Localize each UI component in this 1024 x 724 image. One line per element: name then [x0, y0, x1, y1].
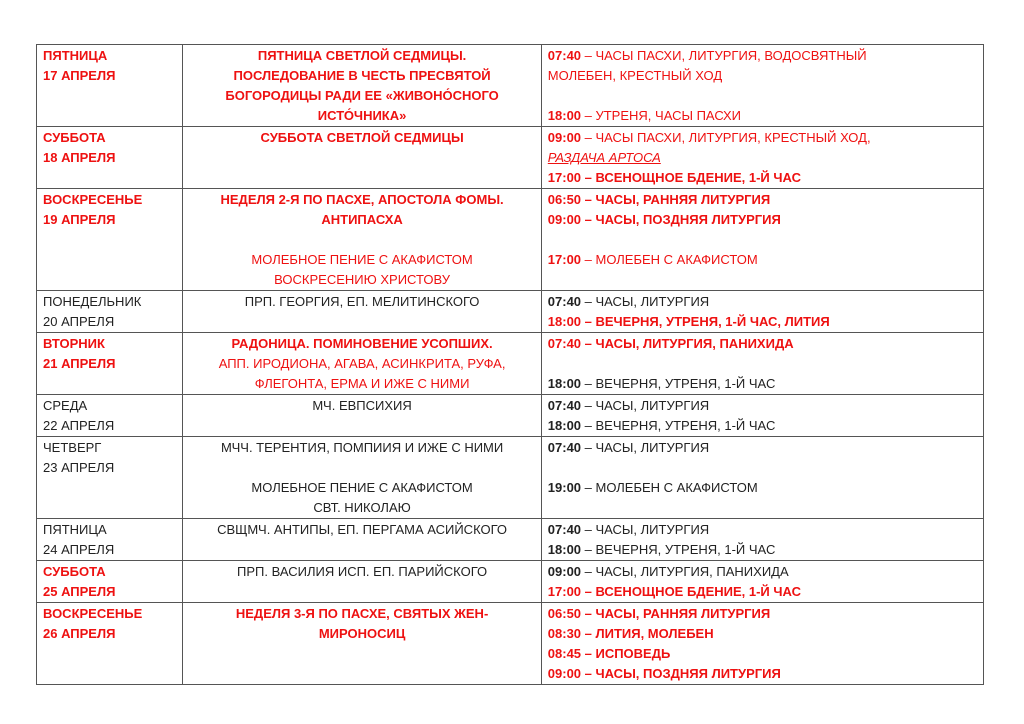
services-cell: [541, 189, 983, 291]
service-line: [548, 312, 977, 332]
feast-line: МОЛЕБНОЕ ПЕНИЕ С АКАФИСТОМ: [251, 480, 473, 495]
service-time: 18:00: [547, 542, 582, 557]
weekday: СРЕДА: [43, 398, 88, 413]
service-text: – ЧАСЫ, ЛИТУРГИЯ: [581, 440, 710, 455]
service-line: [548, 292, 977, 312]
weekday: СУББОТА: [43, 564, 106, 579]
service-line: [548, 210, 977, 230]
feast-line: ПОСЛЕДОВАНИЕ В ЧЕСТЬ ПРЕСВЯТОЙ: [233, 68, 491, 83]
feast-line: СВТ. НИКОЛАЮ: [313, 500, 411, 515]
services-cell: [541, 333, 983, 395]
service-text: – ЧАСЫ, ЛИТУРГИЯ, ПАНИХИДА: [581, 336, 794, 351]
day-cell: [37, 333, 183, 395]
service-text: – ЧАСЫ, ПОЗДНЯЯ ЛИТУРГИЯ: [581, 666, 781, 681]
service-text: – ВЕЧЕРНЯ, УТРЕНЯ, 1-Й ЧАС: [581, 542, 776, 557]
day-cell: [37, 603, 183, 685]
date: 23 АПРЕЛЯ: [43, 460, 115, 475]
service-text: МОЛЕБЕН, КРЕСТНЫЙ ХОД: [547, 68, 723, 83]
service-time: 17:00: [547, 584, 582, 599]
feast-cell: [183, 45, 541, 127]
feast-cell: [183, 189, 541, 291]
service-time: 17:00: [547, 252, 582, 267]
date: 24 АПРЕЛЯ: [43, 542, 115, 557]
service-text: – УТРЕНЯ, ЧАСЫ ПАСХИ: [581, 108, 741, 123]
service-text: – ВСЕНОЩНОЕ БДЕНИЕ, 1-Й ЧАС: [581, 584, 801, 599]
table-row: [37, 437, 984, 519]
table-row: [37, 603, 984, 685]
services-cell: [541, 395, 983, 437]
service-line: [548, 354, 977, 374]
feast-cell: [183, 395, 541, 437]
feast-line: БОГОРОДИЦЫ РАДИ ЕЕ «ЖИВОНО́СНОГО: [225, 88, 499, 103]
service-line: [548, 66, 977, 86]
service-text: РАЗДАЧА АРТОСА: [547, 150, 661, 165]
weekday: СУББОТА: [43, 130, 106, 145]
service-line: [548, 624, 977, 644]
service-time: 18:00: [547, 376, 582, 391]
table-row: [37, 333, 984, 395]
feast-line: ПРП. ГЕОРГИЯ, ЕП. МЕЛИТИНСКОГО: [244, 294, 480, 309]
service-line: [548, 148, 977, 168]
service-time: 18:00: [547, 108, 582, 123]
service-line: [548, 230, 977, 250]
service-text: – ЧАСЫ ПАСХИ, ЛИТУРГИЯ, ВОДОСВЯТНЫЙ: [581, 48, 867, 63]
feast-cell: [183, 603, 541, 685]
service-time: 08:30: [547, 626, 582, 641]
service-text: – ВЕЧЕРНЯ, УТРЕНЯ, 1-Й ЧАС: [581, 376, 776, 391]
service-line: [548, 416, 977, 436]
table-row: [37, 395, 984, 437]
services-cell: [541, 603, 983, 685]
feast-line: МЧ. ЕВПСИХИЯ: [312, 398, 412, 413]
services-cell: [541, 437, 983, 519]
feast-line: АНТИПАСХА: [321, 212, 403, 227]
services-cell: [541, 127, 983, 189]
table-row: [37, 45, 984, 127]
service-time: 07:40: [547, 522, 582, 537]
service-time: 06:50: [547, 606, 582, 621]
service-text: – ЧАСЫ, ПОЗДНЯЯ ЛИТУРГИЯ: [581, 212, 781, 227]
day-cell: [37, 127, 183, 189]
weekday: ВОСКРЕСЕНЬЕ: [43, 606, 143, 621]
feast-line: РАДОНИЦА. ПОМИНОВЕНИЕ УСОПШИХ.: [231, 336, 493, 351]
feast-cell: [183, 561, 541, 603]
day-cell: [37, 45, 183, 127]
service-text: – ЧАСЫ, ЛИТУРГИЯ: [581, 294, 710, 309]
service-time: 17:00: [547, 170, 582, 185]
day-cell: [37, 291, 183, 333]
day-cell: [37, 561, 183, 603]
services-cell: [541, 561, 983, 603]
feast-cell: [183, 127, 541, 189]
service-time: 07:40: [547, 48, 582, 63]
feast-line: НЕДЕЛЯ 3-Я ПО ПАСХЕ, СВЯТЫХ ЖЕН-: [235, 606, 489, 621]
feast-line: ВОСКРЕСЕНИЮ ХРИСТОВУ: [274, 272, 450, 287]
date: 21 АПРЕЛЯ: [43, 356, 116, 371]
service-line: [548, 540, 977, 560]
service-text: – ЧАСЫ, ЛИТУРГИЯ, ПАНИХИДА: [581, 564, 789, 579]
services-cell: [541, 291, 983, 333]
feast-cell: [183, 437, 541, 519]
service-text: – ВСЕНОЩНОЕ БДЕНИЕ, 1-Й ЧАС: [581, 170, 801, 185]
service-time: 07:40: [547, 294, 582, 309]
service-line: [548, 128, 977, 148]
table-row: [37, 189, 984, 291]
service-text: – ВЕЧЕРНЯ, УТРЕНЯ, 1-Й ЧАС: [581, 418, 776, 433]
weekday: ВОСКРЕСЕНЬЕ: [43, 192, 143, 207]
feast-line: ИСТО́ЧНИКА»: [317, 108, 407, 123]
service-time: 09:00: [547, 212, 582, 227]
service-time: 06:50: [547, 192, 582, 207]
service-text: – ЧАСЫ ПАСХИ, ЛИТУРГИЯ, КРЕСТНЫЙ ХОД,: [581, 130, 871, 145]
date: 17 АПРЕЛЯ: [43, 68, 116, 83]
table-row: [37, 127, 984, 189]
service-time: 09:00: [547, 130, 582, 145]
service-line: [548, 582, 977, 602]
date: 22 АПРЕЛЯ: [43, 418, 115, 433]
feast-line: [185, 458, 538, 478]
feast-line: СВЩМЧ. АНТИПЫ, ЕП. ПЕРГАМА АСИЙСКОГО: [217, 522, 508, 537]
service-time: 18:00: [547, 314, 582, 329]
date: 18 АПРЕЛЯ: [43, 150, 116, 165]
date: 26 АПРЕЛЯ: [43, 626, 116, 641]
day-cell: [37, 437, 183, 519]
service-text: – ЧАСЫ, ЛИТУРГИЯ: [581, 522, 710, 537]
day-cell: [37, 519, 183, 561]
service-line: [548, 334, 977, 354]
service-line: [548, 106, 977, 126]
service-text: – МОЛЕБЕН С АКАФИСТОМ: [581, 480, 758, 495]
service-line: [548, 168, 977, 188]
service-line: [548, 478, 977, 498]
service-line: [548, 190, 977, 210]
table-row: [37, 561, 984, 603]
service-line: [548, 562, 977, 582]
feast-cell: [183, 519, 541, 561]
service-time: 07:40: [547, 440, 582, 455]
service-time: 18:00: [547, 418, 582, 433]
date: 25 АПРЕЛЯ: [43, 584, 116, 599]
service-text: – МОЛЕБЕН С АКАФИСТОМ: [581, 252, 758, 267]
feast-line: ФЛЕГОНТА, ЕРМА И ИЖЕ С НИМИ: [254, 376, 470, 391]
service-time: 08:45: [547, 646, 582, 661]
feast-line: МОЛЕБНОЕ ПЕНИЕ С АКАФИСТОМ: [251, 252, 473, 267]
service-line: [548, 664, 977, 684]
service-line: [548, 86, 977, 106]
schedule-body: [37, 45, 984, 685]
feast-line: ПЯТНИЦА СВЕТЛОЙ СЕДМИЦЫ.: [257, 48, 467, 63]
service-line: [548, 604, 977, 624]
table-row: [37, 519, 984, 561]
feast-line: АПП. ИРОДИОНА, АГАВА, АСИНКРИТА, РУФА,: [218, 356, 506, 371]
service-line: [548, 374, 977, 394]
services-cell: [541, 519, 983, 561]
service-text: – ИСПОВЕДЬ: [581, 646, 671, 661]
service-line: [548, 644, 977, 664]
feast-cell: [183, 333, 541, 395]
feast-line: [185, 230, 538, 250]
service-line: [548, 458, 977, 478]
schedule-table: [36, 44, 984, 685]
date: 19 АПРЕЛЯ: [43, 212, 116, 227]
service-text: – ЧАСЫ, РАННЯЯ ЛИТУРГИЯ: [581, 606, 771, 621]
service-line: [548, 438, 977, 458]
service-time: 19:00: [547, 480, 582, 495]
feast-line: НЕДЕЛЯ 2-Я ПО ПАСХЕ, АПОСТОЛА ФОМЫ.: [220, 192, 504, 207]
day-cell: [37, 189, 183, 291]
service-line: [548, 46, 977, 66]
day-cell: [37, 395, 183, 437]
feast-line: МЧЧ. ТЕРЕНТИЯ, ПОМПИИЯ И ИЖЕ С НИМИ: [220, 440, 504, 455]
weekday: ВТОРНИК: [43, 336, 105, 351]
service-time: 09:00: [547, 564, 582, 579]
service-time: 09:00: [547, 666, 582, 681]
services-cell: [541, 45, 983, 127]
feast-line: СУББОТА СВЕТЛОЙ СЕДМИЦЫ: [260, 130, 464, 145]
service-text: – ВЕЧЕРНЯ, УТРЕНЯ, 1-Й ЧАС, ЛИТИЯ: [581, 314, 830, 329]
service-line: [548, 520, 977, 540]
weekday: ЧЕТВЕРГ: [43, 440, 102, 455]
service-line: [548, 396, 977, 416]
feast-line: ПРП. ВАСИЛИЯ ИСП. ЕП. ПАРИЙСКОГО: [237, 564, 488, 579]
weekday: ПЯТНИЦА: [43, 522, 107, 537]
weekday: ПОНЕДЕЛЬНИК: [43, 294, 142, 309]
service-line: [548, 250, 977, 270]
service-text: – ЛИТИЯ, МОЛЕБЕН: [581, 626, 714, 641]
service-text: – ЧАСЫ, РАННЯЯ ЛИТУРГИЯ: [581, 192, 771, 207]
feast-cell: [183, 291, 541, 333]
date: 20 АПРЕЛЯ: [43, 314, 115, 329]
service-time: 07:40: [547, 398, 582, 413]
feast-line: МИРОНОСИЦ: [318, 626, 406, 641]
weekday: ПЯТНИЦА: [43, 48, 108, 63]
table-row: [37, 291, 984, 333]
service-text: – ЧАСЫ, ЛИТУРГИЯ: [581, 398, 710, 413]
service-time: 07:40: [547, 336, 582, 351]
